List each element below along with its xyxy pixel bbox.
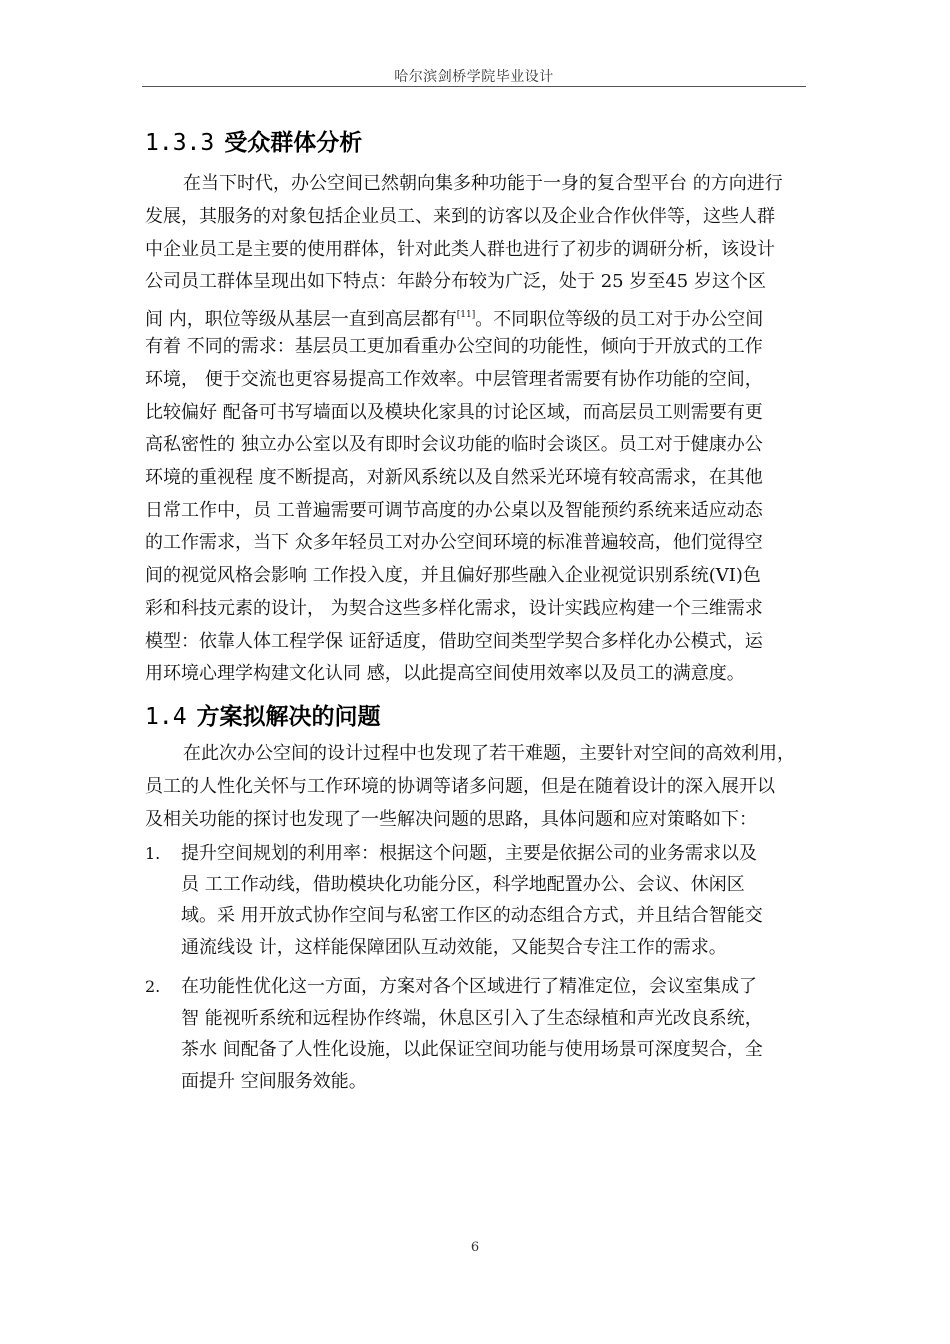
section-title: 方案拟解决的问题	[196, 704, 381, 730]
paragraph-line: 中企业员工是主要的使用群体，针对此类人群也进行了初步的调研分析，该设计	[145, 239, 775, 260]
list-item-line: 域。采 用开放式协作空间与私密工作区的动态组合方式，并且结合智能交	[181, 905, 763, 926]
list-item-line: 茶水 间配备了人性化设施，以此保证空间功能与使用场景可深度契合，全	[181, 1039, 763, 1060]
paragraph-line: 在当下时代，办公空间已然朝向集多种功能于一身的复合型平台 的方向进行	[183, 173, 783, 194]
line-text: 。不同职位等级的员工对于办公空间	[475, 309, 764, 330]
paragraph-line: 高私密性的 独立办公室以及有即时会议功能的临时会谈区。员工对于健康办公	[145, 434, 763, 455]
list-item-line: 员 工工作动线，借助模块化功能分区，科学地配置办公、会议、休闲区	[181, 874, 745, 895]
paragraph-line: 有着 不同的需求：基层员工更加看重办公空间的功能性，倾向于开放式的工作	[145, 336, 763, 357]
list-item-line: 提升空间规划的利用率：根据这个问题，主要是依据公司的业务需求以及	[181, 843, 757, 864]
paragraph-line: 用环境心理学构建文化认同 感，以此提高空间使用效率以及员工的满意度。	[145, 663, 745, 684]
list-item-number: 2.	[145, 977, 161, 996]
list-item-line: 面提升 空间服务效能。	[181, 1071, 367, 1092]
paragraph-line: 模型：依靠人体工程学保 证舒适度，借助空间类型学契合多样化办公模式，运	[145, 631, 763, 652]
paragraph-line: 员工的人性化关怀与工作环境的协调等诸多问题，但是在随着设计的深入展开以	[145, 776, 775, 797]
page-number: 6	[470, 1240, 480, 1255]
list-item-line: 智 能视听系统和远程协作终端，休息区引入了生态绿植和声光改良系统，	[181, 1008, 763, 1029]
section-heading-1-3-3	[145, 124, 362, 157]
paragraph-line: 及相关功能的探讨也发现了一些解决问题的思路，具体问题和应对策略如下：	[145, 809, 757, 830]
paragraph-line: 公司员工群体呈现出如下特点：年龄分布较为广泛，处于 25 岁至45 岁这个区	[145, 271, 766, 292]
paragraph-line: 日常工作中，员 工普遍需要可调节高度的办公桌以及智能预约系统来适应动态	[145, 500, 763, 521]
paragraph-line: 在此次办公空间的设计过程中也发现了若干难题，主要针对空间的高效利用，	[183, 743, 795, 764]
paragraph-line	[145, 301, 810, 334]
paragraph-line: 间的视觉风格会影响 工作投入度，并且偏好那些融入企业视觉识别系统(VI)色	[145, 565, 761, 586]
paragraph-line: 比较偏好 配备可书写墙面以及模块化家具的讨论区域，而高层员工则需要有更	[145, 402, 763, 423]
list-item-line: 在功能性优化这一方面，方案对各个区域进行了精准定位，会议室集成了	[181, 976, 757, 997]
line-text: 间 内，职位等级从基层一直到高层都有	[145, 309, 457, 330]
section-heading-1-4	[145, 698, 381, 731]
paragraph-line: 的工作需求，当下 众多年轻员工对办公空间环境的标准普遍较高，他们觉得空	[145, 532, 763, 553]
section-title: 受众群体分析	[224, 130, 363, 156]
header-divider	[142, 86, 806, 87]
paragraph-line: 环境的重视程 度不断提高，对新风系统以及自然采光环境有较高需求，在其他	[145, 467, 763, 488]
paragraph-line: 发展，其服务的对象包括企业员工、来到的访客以及企业合作伙伴等，这些人群	[145, 206, 775, 227]
section-number: 1.3.3	[145, 130, 215, 156]
paragraph-line: 彩和科技元素的设计， 为契合这些多样化需求，设计实践应构建一个三维需求	[145, 598, 763, 619]
list-item-line: 通流线设 计，这样能保障团队互动效能，又能契合专注工作的需求。	[181, 937, 727, 958]
list-item-number: 1.	[145, 844, 161, 863]
page-header: 哈尔滨剑桥学院毕业设计	[394, 69, 554, 85]
section-number: 1.4	[145, 704, 187, 730]
citation-mark[interactable]: [11]	[456, 310, 476, 320]
paragraph-line: 环境， 便于交流也更容易提高工作效率。中层管理者需要有协作功能的空间，	[145, 369, 763, 390]
